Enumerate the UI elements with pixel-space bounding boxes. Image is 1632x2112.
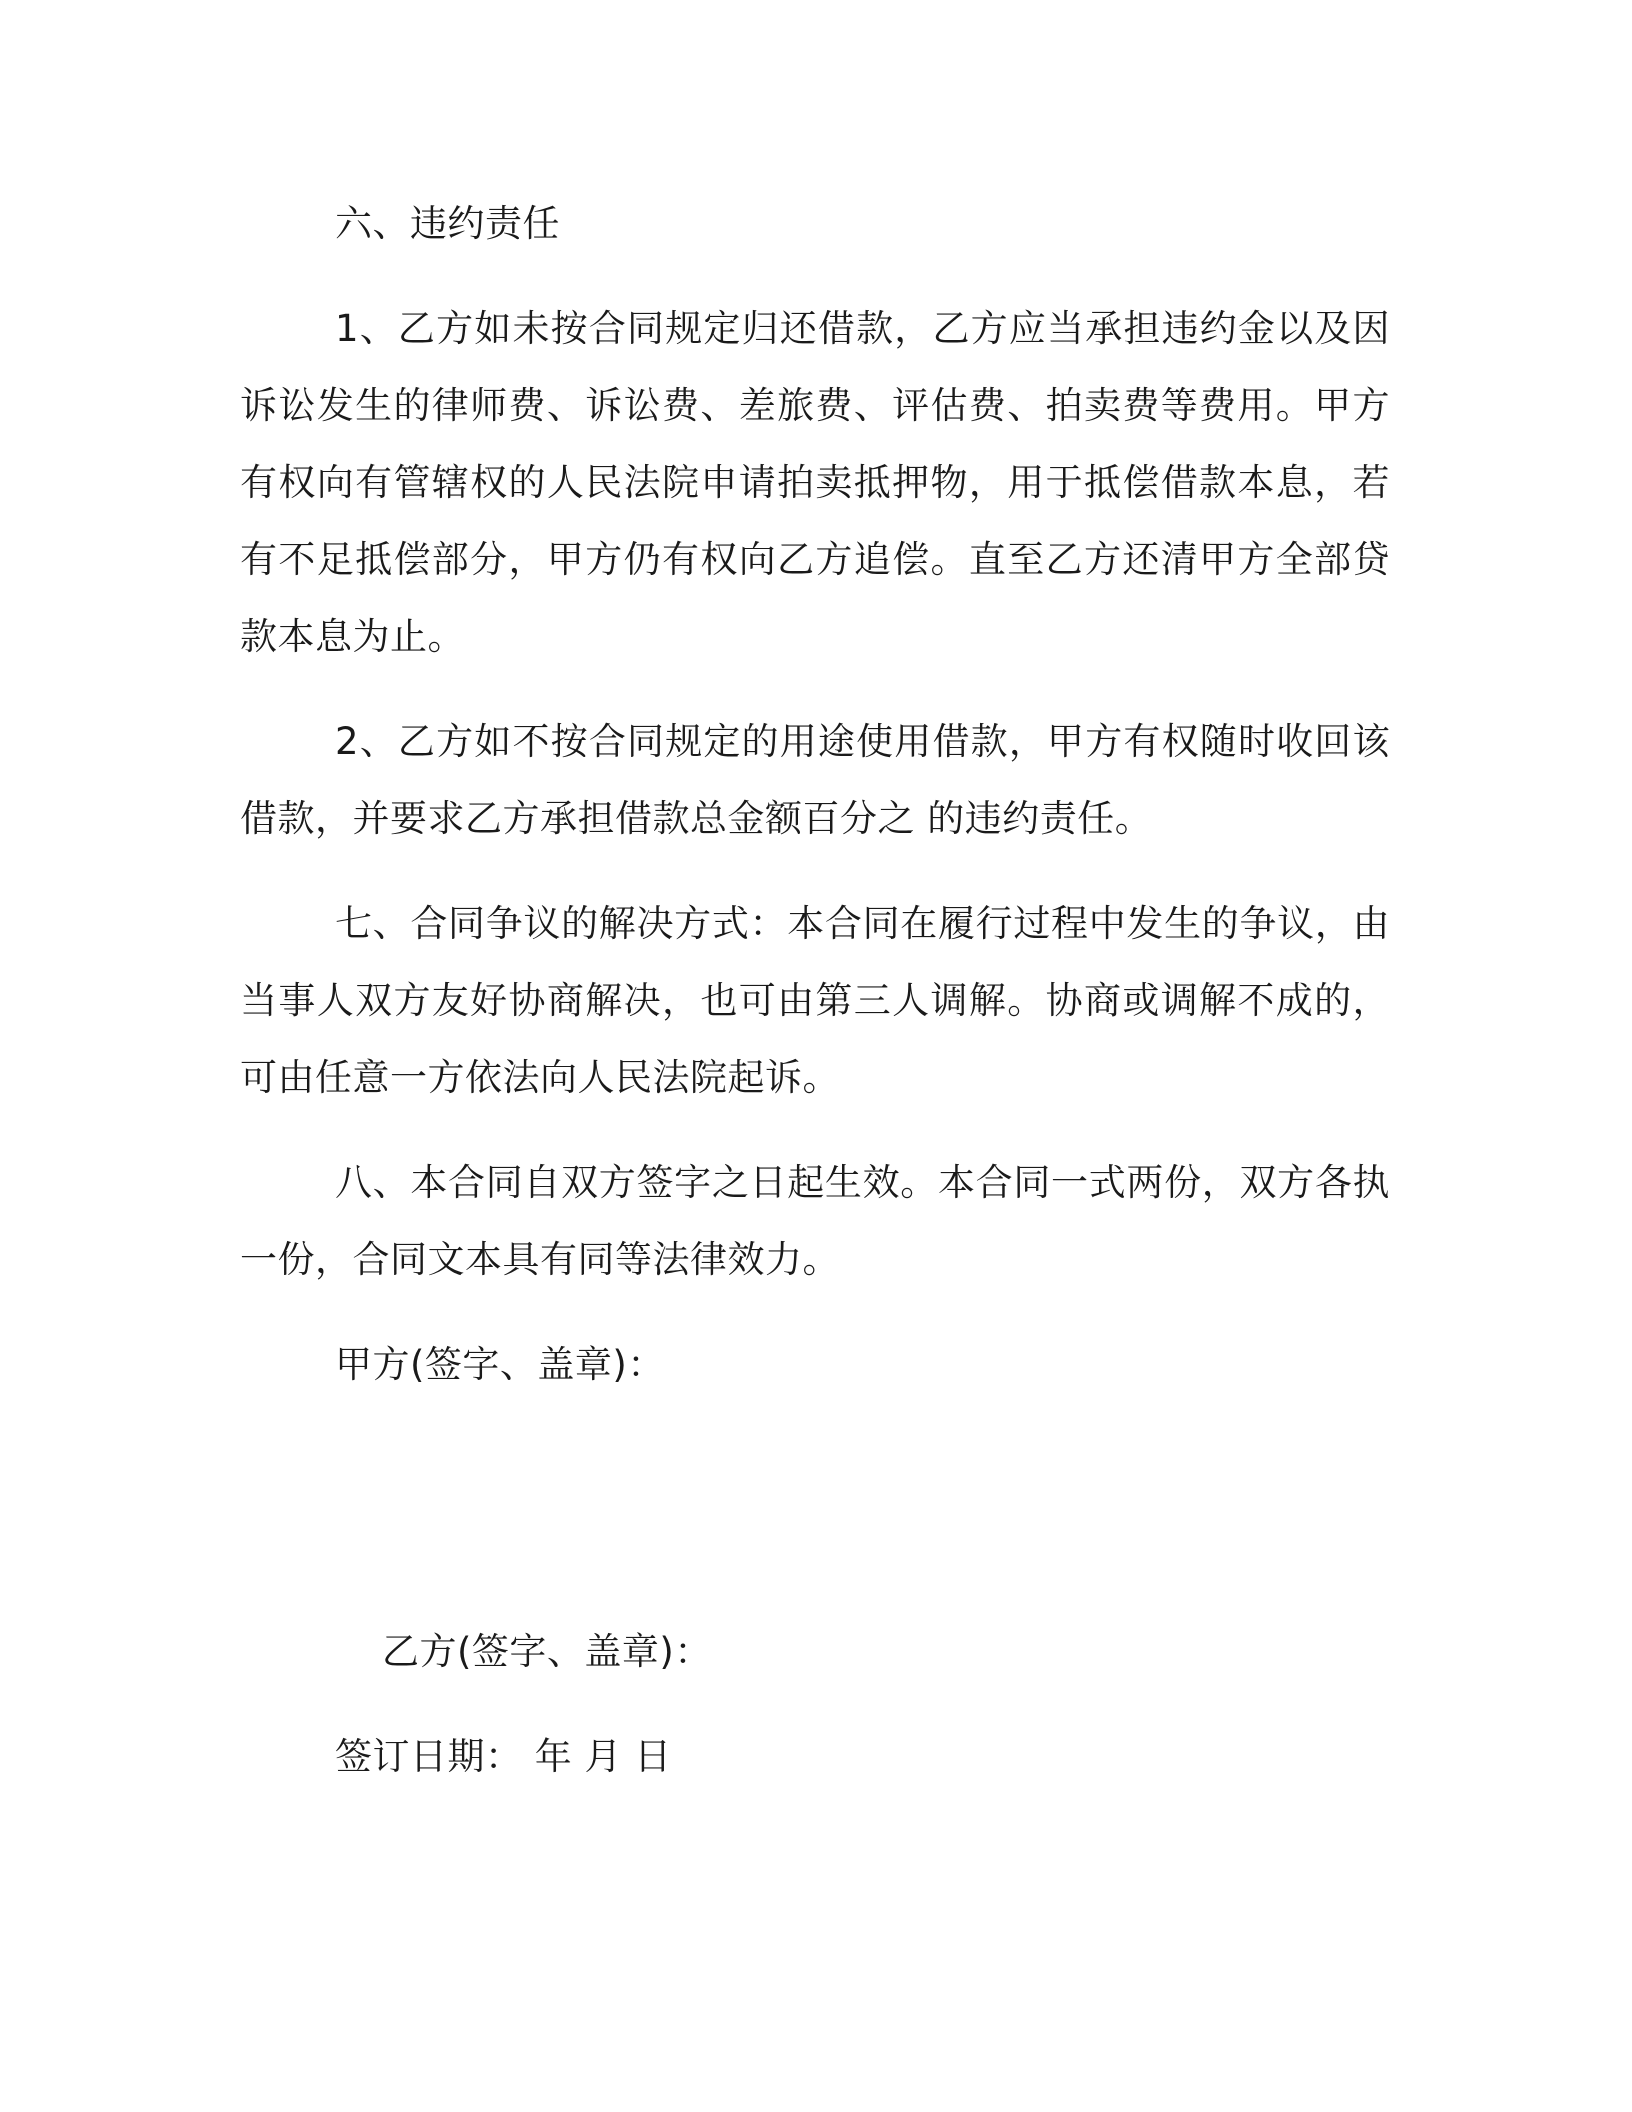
section-8-effectiveness: 八、本合同自双方签字之日起生效。本合同一式两份，双方各执一份，合同文本具有同等法律效力。: [240, 1161, 1390, 1281]
signing-date-line: 签订日期： 年 月 日: [335, 1735, 672, 1778]
party-b-signature-line: 乙方(签字、盖章)：: [382, 1630, 712, 1673]
contract-page: [240, 185, 1390, 1795]
section-heading-breach-liability: 六、违约责任: [335, 202, 560, 245]
party-a-signature-line: 甲方(签字、盖章)：: [335, 1343, 665, 1386]
section-7-dispute-resolution: 七、合同争议的解决方式：本合同在履行过程中发生的争议，由当事人双方友好协商解决，也可由第三人调解。协商或调解不成的，可由任意一方依法向人民法院起诉。: [240, 902, 1390, 1099]
clause-1-paragraph: 1、乙方如未按合同规定归还借款，乙方应当承担违约金以及因诉讼发生的律师费、诉讼费、差旅费、评估费、拍卖费等费用。甲方有权向有管辖权的人民法院申请拍卖抵押物，用于抵偿借款本息，若有不足抵偿部分，甲方仍有权向乙方追偿。直至乙方还清甲方全部贷款本息为止。: [240, 307, 1390, 658]
clause-2-paragraph: 2、乙方如不按合同规定的用途使用借款，甲方有权随时收回该借款，并要求乙方承担借款总金额百分之 的违约责任。: [240, 720, 1390, 840]
